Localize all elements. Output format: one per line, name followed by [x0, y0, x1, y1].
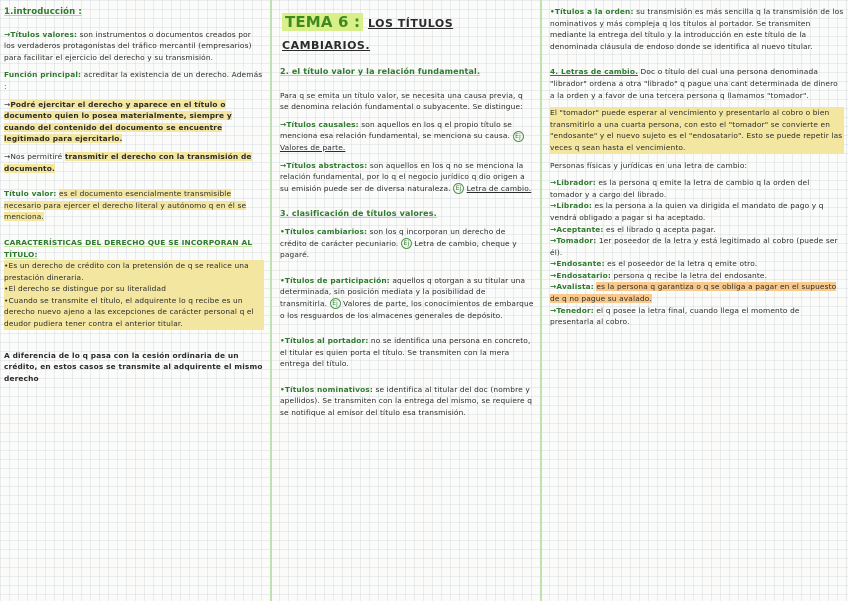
arrow-marker: →Nos permitiré [4, 151, 63, 161]
paragraph-letras [550, 66, 844, 101]
list-item [550, 305, 844, 328]
paragraph-titulos-valores [4, 29, 264, 64]
column-divider [270, 0, 272, 601]
paragraph-text: Personas físicas y jurídicas en una letra de cambio: [550, 160, 748, 170]
example-text: Letra de cambio, cheque y pagaré. [280, 238, 517, 260]
paragraph-text: aquellos q otorgan a su titular una determinada, sin posición mediata y la posibilidad de transmitirla. [280, 275, 526, 308]
paragraph-text: es el documento esencialmente transmisible necesario para ejercer el derecho literal y autónomo q en él se menciona. [4, 189, 247, 222]
highlighted-text: Podré ejercitar el derecho y aparece en el título o documento quien lo posea materialmente, siempre y cuando del contenido del documento se encuentre legitimado para ejercitarlo. [4, 99, 232, 144]
column-right [546, 0, 848, 601]
term-label: →Aceptante: [550, 224, 604, 234]
paragraph-causales [280, 119, 534, 154]
section-heading-intro: 1.introducción : [4, 7, 82, 17]
term-label: →Endosatario: [550, 270, 611, 280]
list-item [550, 235, 844, 258]
list-item [550, 258, 844, 270]
list-item-text: el q posee la letra final, cuando llega el momento de presentarla al cobro. [550, 305, 800, 327]
paragraph-text: se identifica al titular del doc (nombre y apellidos). Se transmiten con la entrega del mismo, se requiere q se notifique al emisor del título esa transmisión. [280, 384, 533, 418]
list-item-text: es la persona q garantiza o q se obliga a pagar en el supuesto de q no pague su avalado. [550, 282, 837, 304]
people-list [550, 177, 844, 328]
term-label: →Títulos causales: [280, 119, 359, 129]
paragraph-text: son aquellos en los q el propio título se menciona esa relación fundamental, se menciona su causa. [280, 119, 513, 141]
term-label: 4. Letras de cambio. [550, 67, 639, 77]
term-label: →Títulos valores: [4, 29, 78, 39]
term-label: →Títulos abstractos: [280, 160, 368, 170]
list-item-text: es la persona q emite la letra de cambio q la orden del tomador y a cargo del librado. [550, 178, 810, 199]
paragraph-diferencia [4, 350, 264, 385]
list-item: •El derecho se distingue por su literalidad [4, 283, 264, 295]
paragraph-causa [280, 90, 534, 113]
tema-label: TEMA 6 : [282, 13, 363, 31]
example-text: Valores de parte, los conocimientos de embarque o los resguardos de los almacenes generales de depósito. [280, 298, 534, 320]
column-divider [540, 0, 542, 601]
term-label: →Endosante: [550, 259, 605, 269]
paragraph-tomador [550, 107, 844, 153]
paragraph-text: Para q se emita un título valor, se necesita una causa previa, q se denomina relación fundamental o subyacente. Se distingue: [280, 90, 523, 112]
paragraph-text: acreditar la existencia de un derecho. Además : [4, 70, 263, 91]
list-item-text: es el poseedor de la letra q emite otro. [607, 259, 758, 269]
paragraph-text: son aquellos en los q no se menciona la relación fundamental, por lo q el negocio jurídico q dio origen a su emisión puede ser de diversa naturaleza. [280, 160, 525, 193]
paragraph-portador [280, 335, 534, 370]
section-heading-clasificacion: 3. clasificación de títulos valores. [280, 209, 437, 219]
example-text: Valores de parte. [280, 142, 346, 152]
list-item-text: persona q recibe la letra del endosante. [613, 270, 768, 280]
paragraph-text: son los q incorporan un derecho de crédito de carácter pecuniario. [280, 226, 506, 248]
paragraph-text: no se identifica una persona en concreto, el titular es quien porta el título. Se transmiten con la mera entrega del título. [280, 336, 531, 369]
paragraph-abstractos [280, 160, 534, 195]
list-item [550, 281, 844, 304]
caracteristicas-heading: CARACTERÍSTICAS DEL DERECHO QUE SE INCORPORAN AL TÍTULO: [4, 237, 253, 259]
list-item [550, 224, 844, 236]
paragraph-ejercitar [4, 99, 264, 145]
paragraph-transmitir [4, 151, 264, 174]
paragraph-text: El "tomador" puede esperar al vencimiento y presentarlo al cobro o bien transmitirlo a una cuarta persona, con esto el "tomador" se convierte en "endosante" y el nuevo sujeto es el "endosatario". Esto se puede repetir las veces q sean hasta el vencimiento. [550, 108, 843, 152]
list-item [550, 200, 844, 223]
highlighted-text: transmitir el derecho con la transmisión de documento. [4, 151, 252, 173]
list-item: •Es un derecho de crédito con la pretensión de q se realice una prestación dineraria. [4, 260, 264, 283]
example-circle-icon: Ej [513, 131, 524, 142]
paragraph-orden [550, 6, 844, 52]
section-heading-relacion: 2. el título valor y la relación fundamental. [280, 67, 481, 76]
term-label: →Librado: [550, 201, 593, 211]
term-label: Título valor: [4, 189, 57, 199]
example-circle-icon: Ej [330, 298, 341, 309]
term-label: →Avalista: [550, 282, 594, 292]
list-item-text: es la persona a la quien va dirigida el mandato de pago y q vendrá obligado a pagar si ha aceptado. [550, 201, 824, 222]
caracteristicas-block [4, 237, 264, 330]
paragraph-participacion [280, 275, 534, 321]
list-item: •Cuando se transmite el título, el adquirente lo q recibe es un derecho nuevo ajeno a las excepciones de carácter personal q el deudor pudiera tener contra el anterior titular. [4, 295, 264, 330]
arrow-marker: → [4, 99, 11, 109]
list-item-text: 1er poseedor de la letra y está legitimado al cobro (puede ser él). [550, 236, 838, 257]
term-label: →Librador: [550, 178, 596, 188]
term-label: •Títulos de participación: [280, 275, 390, 285]
term-label: •Títulos cambiarios: [280, 226, 368, 236]
paragraph-funcion [4, 69, 264, 92]
example-text: Letra de cambio. [466, 183, 532, 193]
example-circle-icon: Ej [453, 183, 464, 194]
term-label: •Títulos al portador: [280, 336, 369, 346]
list-item [550, 177, 844, 200]
list-item-text: es el librado q acepta pagar. [606, 224, 716, 234]
paragraph-text: A diferencia de lo q pasa con la cesión ordinaria de un crédito, en estos casos se transmite al adquirente el mismo derecho [4, 350, 263, 383]
term-label: •Títulos a la orden: [550, 7, 634, 16]
tema-title: LOS TÍTULOS CAMBIARIOS. [282, 17, 454, 52]
term-label: →Tenedor: [550, 305, 594, 315]
paragraph-titulo-valor [4, 188, 264, 223]
term-label: Función principal: [4, 70, 82, 80]
page-title [282, 12, 534, 56]
term-label: →Tomador: [550, 236, 597, 246]
paragraph-nominativos [280, 384, 534, 419]
paragraph-text: su transmisión es más sencilla q la transmisión de los nominativos y más compleja q los títulos al portador. Se transmiten mediante la entrega del título y la introducción en este título de la denominada cláusula de endoso donde se identifica al nuevo titular. [550, 7, 844, 51]
paragraph-text: son instrumentos o documentos creados por los verdaderos protagonistas del tráfico mercantil (empresarios) para facilitar el ejercicio del derecho y su transmisión. [4, 29, 252, 62]
column-middle [276, 0, 538, 601]
list-item [550, 270, 844, 282]
column-left [0, 0, 268, 601]
paragraph-personas [550, 160, 844, 172]
paragraph-cambiarios [280, 226, 534, 261]
term-label: •Títulos nominativos: [280, 384, 373, 394]
paragraph-text: Doc o título del cual una persona denominada "librador" ordena a otra "librado" q pague una cant determinada de dinero a la orden y a favor de una tercera persona q llamamos "tomador". [550, 67, 838, 100]
example-circle-icon: Ej [401, 238, 412, 249]
